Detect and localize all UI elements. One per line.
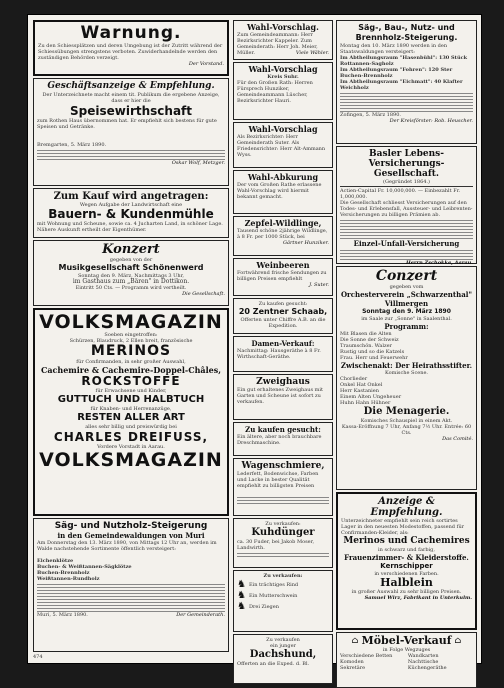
holz-title: Säg- und Nutzholz-Steigerung xyxy=(54,521,208,531)
volksmagazin-merinos-sub: für Confirmanden, in sehr großer Auswahl, xyxy=(76,359,186,365)
ad-basler xyxy=(336,146,477,264)
program-item: Die Sonne der Schweiz xyxy=(340,337,399,343)
holz-sub: in den Gemeindewaldungen von Muri xyxy=(57,531,205,540)
schaab-title: Zu kaufen gesucht: xyxy=(258,301,308,307)
zepfel-title: Zepfel-Wildlinge, xyxy=(244,218,322,228)
anzeige-signature: Samuel Wirz, Fabrikant in Unterkulm. xyxy=(364,595,472,601)
konzert-entry: Eintritt 50 Cts. — Programm wird vertheilt. xyxy=(75,285,187,291)
wagenschmiere-text-lines xyxy=(237,495,329,504)
volksmagazin-guttuch: GUTTUCH UND HALBTUCH xyxy=(57,394,205,405)
konzert-right-program: Programm: xyxy=(384,322,429,331)
tiere-row xyxy=(237,602,329,612)
program-item: Herr Kastanien xyxy=(340,388,379,394)
ad-wahl-abkurung xyxy=(233,170,333,214)
konzert-right-when: Sonntag den 9. März 1890 xyxy=(362,308,451,315)
basler-divider xyxy=(340,186,473,187)
warnung-title: Warnung. xyxy=(80,23,182,43)
geschaeft-name: Speisewirthschaft xyxy=(69,104,192,118)
anzeige-title: Anzeige & Empfehlung. xyxy=(370,496,443,518)
geschaeft-intro: Der Unterzeichnete macht einem tit. Publikum die ergebene Anzeige, dass er hier die xyxy=(42,92,220,104)
ad-schaab xyxy=(233,298,333,334)
abkurung-title: Wahl-Abkurung xyxy=(247,172,319,182)
warnung-signature: Der Vorstand. xyxy=(188,61,224,67)
newspaper-page xyxy=(27,14,482,671)
steigerung-item: Im Abtheilungsraum "Fohren": 120 Ster Buchen-Brennholz xyxy=(340,67,453,79)
tiere-item: Ein trächtiges Rind xyxy=(248,582,299,588)
konzert-title: Konzert xyxy=(102,242,160,257)
steigerung-title: Säg-, Bau-, Nutz- und Brennholz-Steigerung. xyxy=(355,23,458,42)
weinbeeren-body: Fortwährend frische Sendungen zu billigen Preisen empfiehlt xyxy=(237,270,327,282)
wahl1-body: Zum Gemeindeammann: Herr Bezirksrichter Kappeler. Zum Gemeinderath: Herr Joh. Meier, Müller. xyxy=(237,32,318,56)
ad-zweighaus xyxy=(233,374,333,420)
ad-dachshund xyxy=(233,634,333,684)
ad-anzeige-empfehlung xyxy=(336,492,477,630)
program-item: Mit Blasen die Alten xyxy=(340,331,392,337)
anzeige-halblein-sub: in großer Auswahl zu sehr billigen Preisen. xyxy=(351,589,462,595)
damen-title: Damen-Verkauf: xyxy=(251,339,315,348)
konzert-sub: gegeben von der xyxy=(109,257,153,263)
wahl3-title: Wahl-Vorschlag xyxy=(248,124,318,134)
anzeige-frauenzimmer: Frauenzimmer- & Kleiderstoffe. xyxy=(344,553,469,562)
ad-kuhduenger xyxy=(233,518,333,568)
konzert-right-inter-sub: Komische Scene. xyxy=(384,370,429,376)
konzert-signature: Die Gesellschaft. xyxy=(182,291,225,297)
kuhduenger-title: Zu verkaufen: xyxy=(265,521,301,527)
basler-agent: Herrn Zschokke, Aarau. xyxy=(406,260,473,266)
holz-place: Muri, 5. März 1890. xyxy=(37,612,88,618)
wagenschmiere-body: Lederfett, Bodenwichse, Farben und Lacke in bester Qualität empfiehlt zu billigsten Preisen xyxy=(237,471,319,489)
ad-warnung xyxy=(33,20,229,76)
basler-capital: Actien-Capital Fr. 10,000,000. — Einbezahlt Fr. 1,000,000. xyxy=(340,188,461,200)
volksmagazin-rock-sub: für Erwachsene und Kinder, xyxy=(95,388,167,394)
konzert-right-title: Conzert xyxy=(375,268,438,284)
weinbeeren-signature: J. Suter. xyxy=(309,282,329,288)
volksmagazin-cachemire: Cachemire & Cachemire-Doppel-Châles, xyxy=(40,365,222,375)
muehle-title: Zum Kauf wird angetragen: xyxy=(53,191,209,202)
basler-einzel: Einzel-Unfall-Versicherung xyxy=(353,239,460,248)
muehle-body: mit Wohnung und Scheune, sowie ca. 4 Jucharten Land, in schöner Lage. Nähere Auskunft ertheilt der Eigenthümer. xyxy=(37,221,223,233)
volksmagazin-sub: Soeben eingetroffen: xyxy=(104,332,158,338)
geschaeft-signature: Oskar Wolf, Metzger. xyxy=(171,160,225,166)
moebel-list-right xyxy=(408,653,473,671)
konzert-when: Sonntag den 9. März, Nachmittags 3 Uhr, xyxy=(78,273,184,279)
geschaeft-place: Bremgarten, 5. März 1890. xyxy=(37,142,107,148)
program-item: Einem Alten Ungeheuer xyxy=(340,394,402,400)
konzert-right-menagerie: Die Menagerie. xyxy=(363,406,450,417)
konzert-right-sub: gegeben vom xyxy=(389,284,424,290)
moebel-title: Möbel-Verkauf xyxy=(361,634,452,647)
kuhduenger-body: ca. 30 Fuder, bei Jakob Moser, Landwirth. xyxy=(237,539,315,551)
volksmagazin-title-bottom: VOLKSMAGAZIN xyxy=(39,449,223,471)
kuhduenger-big: Kuhdünger xyxy=(251,527,315,538)
goat-icon: ♞ xyxy=(237,601,246,612)
ad-kaufen-gesucht xyxy=(233,422,333,456)
basler-founded: (Gegründet 1864.) xyxy=(383,179,430,185)
steigerung-item: Im Abtheilungsraum "Eichmatt": 40 Klafter Weichholz xyxy=(340,79,463,91)
dachshund-title: Zu verkaufen xyxy=(266,637,300,643)
tiere-item: Drei Ziegen xyxy=(248,604,279,610)
steigerung-place: Zofingen, 5. März 1890. xyxy=(340,112,401,118)
ad-holz-steigerung-right xyxy=(336,20,477,144)
anzeige-halblein: Halblein xyxy=(380,576,433,589)
ad-weinbeeren xyxy=(233,258,333,296)
volksmagazin-dreifuss-sub: Vordere Vorstadt in Aarau. xyxy=(97,444,165,450)
konzert-right-entry: Kassa-Eröffnung 7 Uhr, Anfang 7½ Uhr. Entrée: 60 Cts. xyxy=(341,424,472,436)
holz-signature: Der Gemeinderath. xyxy=(176,612,225,618)
furniture-icon: ⌂ xyxy=(351,636,359,646)
schaab-big: 20 Zentner Schaab, xyxy=(238,307,328,316)
holz-item: Buchen- & Weißtannen-Sägklötze xyxy=(37,564,132,570)
program-item: Chorlieder xyxy=(340,376,368,382)
anzeige-merinos: Merinos und Cachemires xyxy=(343,536,470,546)
ad-tiere xyxy=(233,570,333,632)
volksmagazin-rockstoffe: ROCKSTOFFE xyxy=(81,374,181,388)
geschaeft-text-lines xyxy=(37,148,225,160)
konzert-where: im Gasthaus zum „Bären" in Dottikon. xyxy=(72,278,190,285)
steigerung-item: Im Abtheilungsraum "Hasenbühl": 130 Stück Rottannen-Sagholz xyxy=(340,55,468,67)
steigerung-signature: Der Kreisförster: Rob. Heuscher. xyxy=(389,118,473,124)
moebel-item: Verschiedene Betten xyxy=(340,653,393,659)
muehle-name: Bauern- & Kundenmühle xyxy=(48,207,214,221)
wahl1-signature: Viele Wähler. xyxy=(295,50,329,56)
damen-body: Nachmittag: Hausgeräthe à 8 Fr. Wirthschaft-Geräthe. xyxy=(237,348,321,360)
middle-column xyxy=(233,20,333,667)
warnung-body: Zu den Schiessplätzen und deren Umgebung ist der Zutritt während der Schiessübungen strengstens verboten. Zuwiderhandelnde werden den zuständigen Behörden verzeigt. xyxy=(38,43,223,61)
geschaeft-body: zum Rothen Haus übernommen hat. Er empfiehlt sich bestens für gute Speisen und Getränke. xyxy=(37,118,217,130)
ad-zepfel xyxy=(233,216,333,256)
ad-konzert-right xyxy=(336,266,477,490)
ad-wahl-3 xyxy=(233,122,333,168)
zepfel-body: Tausend schöne 2jährige Wildlinge, à 8 Fr. per 1000 Stück, bei xyxy=(237,228,328,240)
geschaeft-title: Geschäftsanzeige & Empfehlung. xyxy=(47,81,215,91)
cow-icon: ♞ xyxy=(237,579,246,590)
moebel-item: Küchengeräthe xyxy=(407,665,447,671)
volksmagazin-resten: RESTEN ALLER ART xyxy=(77,412,185,423)
wahl1-title: Wahl-Vorschlag. xyxy=(247,22,319,32)
left-column xyxy=(33,20,229,660)
basler-text-lines-2 xyxy=(340,248,473,260)
volksmagazin-merinos: MERINOS xyxy=(90,343,172,359)
page-number: 474 xyxy=(33,654,43,660)
steigerung-text-lines xyxy=(340,91,473,112)
ad-wagenschmiere xyxy=(233,458,333,516)
basler-title: Basler Lebens-Versicherungs-Gesellschaft. xyxy=(368,149,445,179)
abkurung-body: Der vom Großen Rathe erlassene Wahl-Vorschlag wird hiermit bekannt gemacht. xyxy=(237,182,322,200)
ad-volksmagazin xyxy=(33,308,229,516)
holz-text-lines xyxy=(37,582,225,612)
ad-muehle xyxy=(33,188,229,238)
basler-text-lines xyxy=(340,218,473,239)
volksmagazin-resten-sub: alles sehr billig und preiswürdig bei xyxy=(85,424,177,430)
ad-wahl-1 xyxy=(233,20,333,60)
anzeige-kernschipper-sub: in verschiedenen Farben. xyxy=(374,571,439,577)
anzeige-body: Unterzeichneter empfiehlt sein reich sortirtes Lager in den neuesten Modestoffen, passend für Confirmanden-Kleider, als: xyxy=(341,518,465,536)
furniture-icon: ⌂ xyxy=(454,636,462,646)
tiere-title: Zu verkaufen: xyxy=(263,573,303,579)
ad-damen xyxy=(233,336,333,372)
volksmagazin-items: Schürzen, Blaudruck, 2 Ellen breit, französische xyxy=(69,338,193,344)
moebel-lists xyxy=(340,653,473,671)
steigerung-body: Montag den 10. März 1890 werden in den Staatswaldungen versteigert: xyxy=(340,43,448,55)
ad-geschaeft xyxy=(33,78,229,186)
kuhduenger-text-lines xyxy=(237,551,329,557)
zweighaus-body: Ein gut erhaltenes Zweighaus mit Garten und Scheune ist sofort zu verkaufen. xyxy=(237,387,323,405)
holz-item: Buchen-Brennholz xyxy=(37,570,90,576)
pig-icon: ♞ xyxy=(237,590,246,601)
konzert-right-inter: Zwischenakt: Der Heirathsstifter. xyxy=(340,361,473,370)
holz-body: Am Donnerstag den 13. März 1890, von Mittags 12 Uhr an, werden im Walde nachstehende Sortimente öffentlich versteigert: xyxy=(37,540,217,552)
ad-moebel xyxy=(336,632,477,688)
tiere-row xyxy=(237,580,329,590)
konzert-right-where: im Saale zur „Sonne" in Saalenthal. xyxy=(361,316,452,322)
dachshund-body: Offerten an die Exped. d. Bl. xyxy=(237,661,310,667)
wahl3-body: Als Bezirksrichter: Herr Gemeinderath Suter. Als Friedensrichter: Herr Alt-Ammann Wyss. xyxy=(237,134,326,158)
muehle-sub: Wegen Aufgabe der Landwirtschaft eine xyxy=(79,202,183,208)
tiere-row xyxy=(237,591,329,601)
tiere-item: Ein Mutterschwein xyxy=(248,593,298,599)
anzeige-kernschipper: Kernschipper xyxy=(380,562,433,570)
basler-body: Die Gesellschaft schliesst Versicherungen auf den Todes- und Erlebensfall, Aussteuer- und Leibrenten-Versicherungen zu billigen Prämien ab. xyxy=(340,200,473,218)
konzert-right-org: Orchesterverein „Schwarzenthal" Villmergen xyxy=(340,290,473,308)
anzeige-colors: in schwarz und farbig, xyxy=(378,547,435,553)
wahl2-body: Für den Großen Rath: Herren Fürsprech Hunziker, Gemeindeammann Lüscher, Bezirksrichter Hauri. xyxy=(237,80,313,104)
moebel-item: Komoden xyxy=(340,659,364,665)
moebel-item: Nachttische xyxy=(407,659,439,665)
holz-item: Eichenklötze xyxy=(37,558,74,564)
weinbeeren-title: Weinbeeren xyxy=(256,260,310,270)
moebel-item: Wandkarten xyxy=(407,653,439,659)
wagenschmiere-title: Wagenschmiere, xyxy=(241,461,325,471)
program-item: Frau. Herr und Feuerwehr xyxy=(340,355,408,361)
volksmagazin-gut-sub: für Knaben- und Herrenanzüge, xyxy=(90,406,172,412)
volksmagazin-dreifuss: CHARLES DREIFUSS, xyxy=(53,430,209,444)
zepfel-signature: Gärtner Hunziker. xyxy=(283,240,329,246)
program-item: Rustig und so die Katzels xyxy=(340,349,405,355)
holz-item: Weißtannen-Rundholz xyxy=(37,576,100,582)
dachshund-big: Dachshund, xyxy=(249,649,317,660)
konzert-right-signature: Das Comité. xyxy=(442,436,473,442)
konzert-right-menagerie-sub: Komisches Schauspiel in einem Akt. xyxy=(360,418,453,424)
ad-wahl-2 xyxy=(233,62,333,120)
program-item: Onkel Hat Onkel xyxy=(340,382,383,388)
schaab-sub: Offerten unter Chiffre A.B. an die Expedition. xyxy=(240,317,326,329)
moebel-header xyxy=(340,635,473,647)
moebel-list-left xyxy=(340,653,405,671)
konzert-org: Musikgesellschaft Schönenwerd xyxy=(58,263,204,272)
zweighaus-title: Zweighaus xyxy=(256,377,310,387)
ad-konzert-left xyxy=(33,240,229,306)
right-column xyxy=(336,20,477,671)
moebel-item: Sekretäre xyxy=(340,665,366,671)
volksmagazin-title: VOLKSMAGAZIN xyxy=(39,311,223,333)
program-item: Huhn Hahn Hühner xyxy=(340,400,391,406)
program-item: Traumschön. Walzer xyxy=(340,343,392,349)
dachshund-sub: ein junger xyxy=(270,643,296,649)
kaufen-title: Zu kaufen gesucht: xyxy=(245,425,321,434)
kaufen-body: Ein ältere, aber noch brauchbare Dreschmaschine. xyxy=(237,434,322,446)
wahl2-title: Wahl-Vorschlag xyxy=(248,64,318,74)
ad-holz-steigerung xyxy=(33,518,229,652)
holz-items xyxy=(37,558,225,582)
moebel-sub: in Folge Wegzuges xyxy=(382,647,431,653)
wahl2-sub: Kreis Suhr. xyxy=(267,74,299,80)
